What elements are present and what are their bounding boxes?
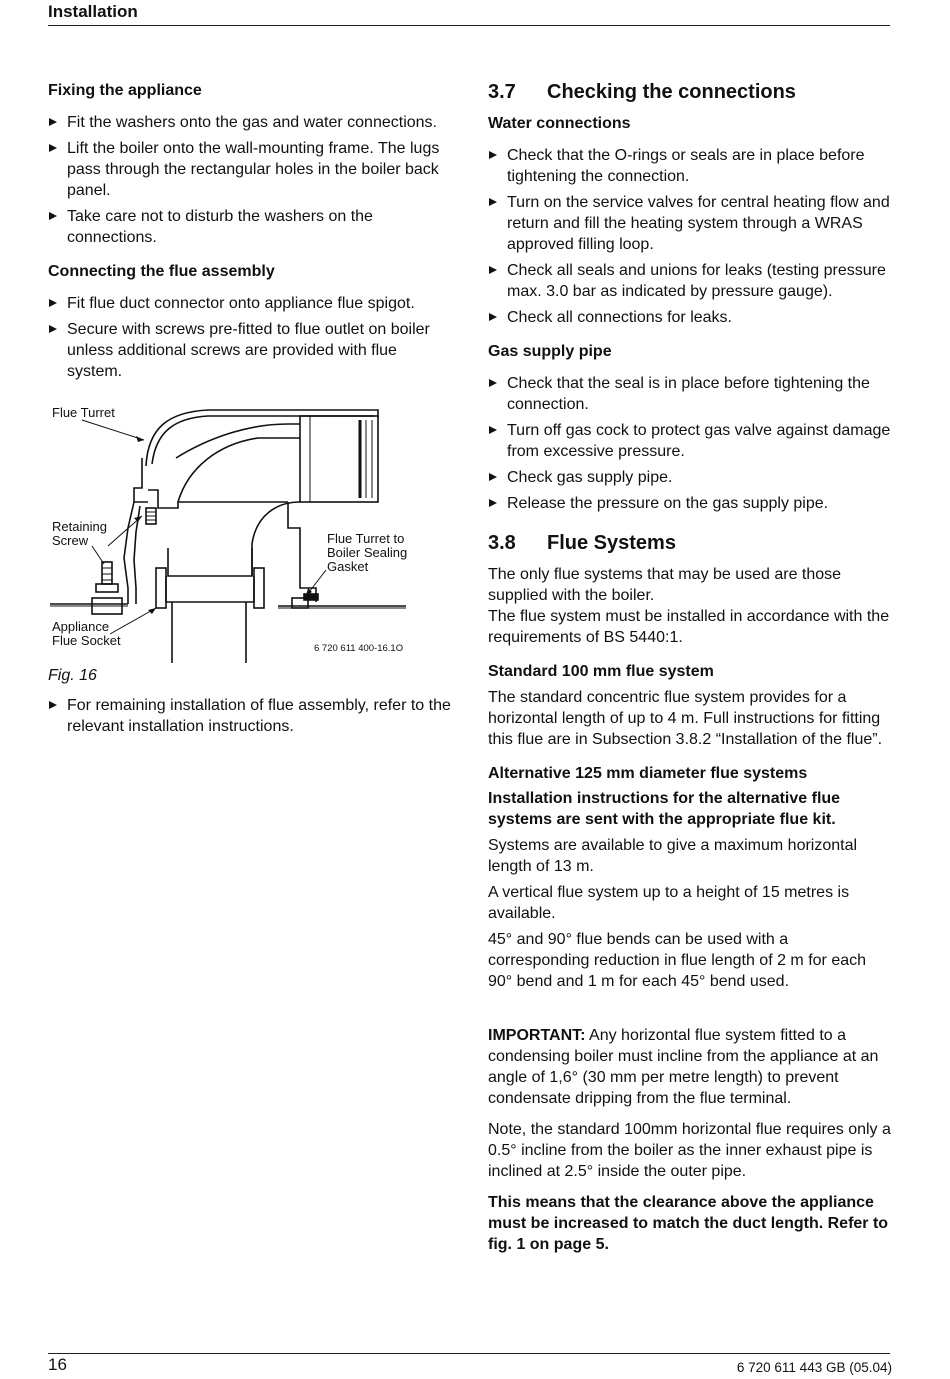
header-rule xyxy=(48,25,890,26)
list-item xyxy=(48,293,452,314)
list-item xyxy=(488,307,892,328)
list-item xyxy=(48,319,452,382)
clearance-note: This means that the clearance above the appliance must be increased to match the duct length. Refer to fig. 1 on page 5. xyxy=(488,1194,889,1253)
list-item-text: Lift the boiler onto the wall-mounting frame. The lugs pass through the rectangular holes in the boiler back panel. xyxy=(67,140,440,199)
standard-flue-heading: Standard 100 mm flue system xyxy=(488,663,714,680)
important-note xyxy=(488,1025,892,1109)
bullet-arrow-icon xyxy=(489,198,497,206)
gas-supply-list xyxy=(488,373,892,514)
flue-intro-1: The only flue systems that may be used are those supplied with the boiler. xyxy=(488,566,842,604)
list-item-text: Release the pressure on the gas supply pipe. xyxy=(507,495,829,512)
bullet-arrow-icon xyxy=(489,313,497,321)
section-number: 3.7 xyxy=(488,81,516,103)
list-item xyxy=(488,192,892,255)
list-item xyxy=(488,145,892,187)
page-header-title: Installation xyxy=(48,2,138,21)
figure-code: 6 720 611 400-16.1O xyxy=(314,643,404,654)
bullet-arrow-icon xyxy=(49,144,57,152)
section-title: Checking the connections xyxy=(547,81,796,103)
section-number: 3.8 xyxy=(488,532,516,554)
bullet-arrow-icon xyxy=(49,212,57,220)
list-item-text: Turn off gas cock to protect gas valve against damage from excessive pressure. xyxy=(507,422,891,460)
bullet-arrow-icon xyxy=(489,379,497,387)
bullet-arrow-icon xyxy=(49,701,57,709)
fixing-list xyxy=(48,112,452,248)
list-item xyxy=(488,467,892,488)
list-item-text: Check that the O-rings or seals are in place before tightening the connection. xyxy=(507,147,865,185)
left-column xyxy=(48,80,452,742)
list-item-text: Fit flue duct connector onto appliance flue spigot. xyxy=(67,295,415,312)
list-item-text: Check that the seal is in place before tightening the connection. xyxy=(507,375,870,413)
alternative-flue-note: Installation instructions for the alternative flue systems are sent with the appropriate flue kit. xyxy=(488,790,841,828)
list-item-text: Turn on the service valves for central heating flow and return and fill the heating system through a WRAS approved filling loop. xyxy=(507,194,890,253)
list-item xyxy=(48,112,452,133)
bullet-arrow-icon xyxy=(489,473,497,481)
section-3-8-title xyxy=(488,531,892,555)
standard-flue-text: The standard concentric flue system provides for a horizontal length of up to 4 m. Full instructions for fitting this flue are in Subsection 3.8.2 “Installation of the flue”. xyxy=(488,689,883,748)
label-gasket-1: Flue Turret to xyxy=(327,531,405,546)
section-title: Flue Systems xyxy=(547,532,676,554)
list-item xyxy=(488,373,892,415)
alternative-flue-heading: Alternative 125 mm diameter flue systems xyxy=(488,765,808,782)
label-retaining-screw-1: Retaining xyxy=(52,519,107,534)
label-socket-1: Appliance xyxy=(52,619,110,634)
alternative-flue-p3: 45° and 90° flue bends can be used with a corresponding reduction in flue length of 2 m for each 90° bend and 1 m for each 45° bend used. xyxy=(488,931,867,990)
bullet-arrow-icon xyxy=(49,325,57,333)
bullet-arrow-icon xyxy=(489,426,497,434)
label-retaining-screw-2: Screw xyxy=(52,533,89,548)
bullet-arrow-icon xyxy=(489,266,497,274)
document-reference: 6 720 611 443 GB (05.04) xyxy=(736,1360,892,1375)
figure-caption: Fig. 16 xyxy=(48,667,97,684)
water-connections-list xyxy=(488,145,892,328)
bullet-arrow-icon xyxy=(49,299,57,307)
bullet-arrow-icon xyxy=(489,499,497,507)
label-gasket-2: Boiler Sealing xyxy=(327,545,408,560)
bullet-arrow-icon xyxy=(49,118,57,126)
list-item-text: For remaining installation of flue assembly, refer to the relevant installation instructions. xyxy=(67,697,451,735)
list-item-text: Check all connections for leaks. xyxy=(507,309,732,326)
list-item xyxy=(488,420,892,462)
list-item-text: Check all seals and unions for leaks (testing pressure max. 3.0 bar as indicated by pressure gauge). xyxy=(507,262,886,300)
right-column xyxy=(488,80,892,1260)
list-item xyxy=(48,206,452,248)
list-item-text: Fit the washers onto the gas and water connections. xyxy=(67,114,437,131)
page-number: 16 xyxy=(48,1355,67,1374)
flue-assembly-list xyxy=(48,293,452,382)
gas-supply-heading: Gas supply pipe xyxy=(488,343,612,360)
list-item-text: Take care not to disturb the washers on the connections. xyxy=(67,208,373,246)
alternative-flue-p1: Systems are available to give a maximum horizontal length of 13 m. xyxy=(488,837,858,875)
water-connections-heading: Water connections xyxy=(488,115,631,132)
list-item xyxy=(488,493,892,514)
label-gasket-3: Gasket xyxy=(327,559,369,574)
footer-rule xyxy=(48,1353,890,1354)
important-text: Any horizontal flue system fitted to a condensing boiler must incline from the appliance at an angle of 1,6° (30 mm per metre length) to prevent condensate dripping from the flue terminal. xyxy=(488,1027,879,1107)
flue-assembly-heading: Connecting the flue assembly xyxy=(48,263,275,280)
section-3-7-title xyxy=(488,80,892,104)
list-item xyxy=(48,138,452,201)
label-flue-turret: Flue Turret xyxy=(52,405,115,420)
fixing-heading: Fixing the appliance xyxy=(48,82,202,99)
list-item-text: Secure with screws pre-fitted to flue outlet on boiler unless additional screws are provided with flue system. xyxy=(67,321,430,380)
important-label: IMPORTANT: xyxy=(488,1027,586,1044)
flue-turret-figure xyxy=(48,398,452,663)
list-item-text: Check gas supply pipe. xyxy=(507,469,673,486)
list-item xyxy=(488,260,892,302)
label-socket-2: Flue Socket xyxy=(52,633,121,648)
alternative-flue-p2: A vertical flue system up to a height of 15 metres is available. xyxy=(488,884,850,922)
remaining-list xyxy=(48,695,452,737)
bullet-arrow-icon xyxy=(489,151,497,159)
list-item xyxy=(48,695,452,737)
incline-note: Note, the standard 100mm horizontal flue requires only a 0.5° incline from the boiler as the inner exhaust pipe is inclined at 2.5° inside the outer pipe. xyxy=(488,1121,891,1180)
flue-intro-2: The flue system must be installed in accordance with the requirements of BS 5440:1. xyxy=(488,608,890,646)
